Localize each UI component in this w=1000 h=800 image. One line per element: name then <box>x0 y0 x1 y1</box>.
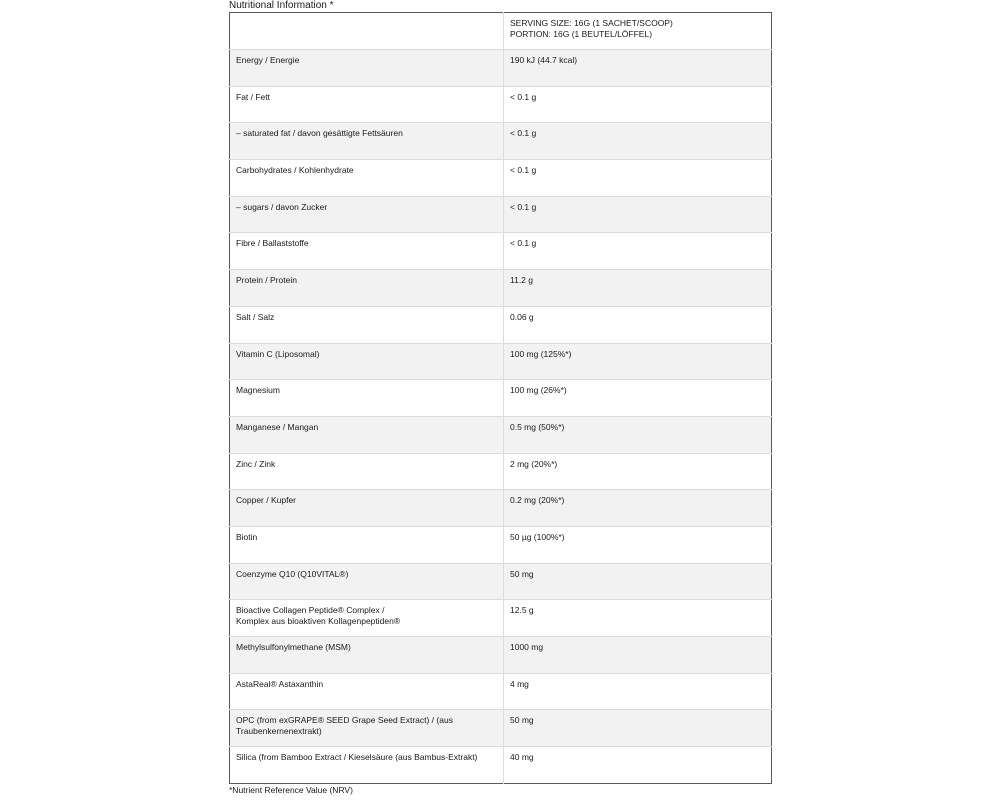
nutrient-name: Salt / Salz <box>230 306 504 343</box>
nutrient-name: Methylsulfonylmethane (MSM) <box>230 637 504 674</box>
serving-size-label: SERVING SIZE: 16G (1 SACHET/SCOOP) <box>510 18 673 28</box>
nutrient-value: 50 mg <box>504 710 772 747</box>
nutrient-name: Biotin <box>230 526 504 563</box>
header-empty-cell <box>230 13 504 50</box>
nutrient-value: < 0.1 g <box>504 86 772 123</box>
nutrient-name: Protein / Protein <box>230 270 504 307</box>
nutrient-value: 100 mg (26%*) <box>504 380 772 417</box>
nutrient-value: 190 kJ (44.7 kcal) <box>504 50 772 87</box>
nutrient-value: 4 mg <box>504 673 772 710</box>
table-row <box>230 306 772 343</box>
table-row <box>230 380 772 417</box>
table-row <box>230 196 772 233</box>
nutrient-value: 2 mg (20%*) <box>504 453 772 490</box>
nutrient-name: Zinc / Zink <box>230 453 504 490</box>
table-header-row <box>230 13 772 50</box>
table-row <box>230 563 772 600</box>
nutrient-name: Silica (from Bamboo Extract / Kieselsäure (aus Bambus-Extrakt) <box>230 747 504 784</box>
table-row <box>230 453 772 490</box>
nutrient-value: 1000 mg <box>504 637 772 674</box>
table-row <box>230 50 772 87</box>
nutrition-table <box>229 12 772 784</box>
nutrient-value: 0.06 g <box>504 306 772 343</box>
nutrient-name: OPC (from exGRAPE® SEED Grape Seed Extract) / (aus Traubenkernenextrakt) <box>230 710 504 747</box>
nutrient-name: Magnesium <box>230 380 504 417</box>
nutrient-value: 0.2 mg (20%*) <box>504 490 772 527</box>
nutrient-value: < 0.1 g <box>504 196 772 233</box>
table-row <box>230 710 772 747</box>
footnote: *Nutrient Reference Value (NRV) <box>229 785 353 795</box>
table-row <box>230 270 772 307</box>
nutrient-name: Copper / Kupfer <box>230 490 504 527</box>
nutrient-name: Carbohydrates / Kohlenhydrate <box>230 160 504 197</box>
table-row <box>230 673 772 710</box>
table-caption: Nutritional Information * <box>229 0 334 11</box>
table-row <box>230 123 772 160</box>
nutrient-value: 11.2 g <box>504 270 772 307</box>
nutrient-name: Vitamin C (Liposomal) <box>230 343 504 380</box>
nutrient-name: – saturated fat / davon gesättigte Fettsäuren <box>230 123 504 160</box>
table-row <box>230 86 772 123</box>
nutrient-value: 0.5 mg (50%*) <box>504 416 772 453</box>
table-row <box>230 233 772 270</box>
table-row <box>230 747 772 784</box>
table-row <box>230 343 772 380</box>
table-row <box>230 600 772 637</box>
table-row <box>230 416 772 453</box>
table-row <box>230 160 772 197</box>
nutrient-name: Fibre / Ballaststoffe <box>230 233 504 270</box>
nutrient-name: Coenzyme Q10 (Q10VITAL®) <box>230 563 504 600</box>
nutrient-value: 40 mg <box>504 747 772 784</box>
table-row <box>230 637 772 674</box>
nutrient-value: 100 mg (125%*) <box>504 343 772 380</box>
nutrient-value: 12.5 g <box>504 600 772 637</box>
nutrient-name: Bioactive Collagen Peptide® Complex / Komplex aus bioaktiven Kollagenpeptiden® <box>230 600 504 637</box>
table-row <box>230 490 772 527</box>
nutrient-name: Energy / Energie <box>230 50 504 87</box>
nutrient-value: 50 µg (100%*) <box>504 526 772 563</box>
nutrition-panel <box>229 0 771 784</box>
nutrient-value: 50 mg <box>504 563 772 600</box>
nutrient-name: – sugars / davon Zucker <box>230 196 504 233</box>
nutrient-name: AstaReal® Astaxanthin <box>230 673 504 710</box>
portion-label: PORTION: 16G (1 BEUTEL/LÖFFEL) <box>510 29 653 39</box>
serving-size-cell <box>504 13 772 50</box>
table-row <box>230 526 772 563</box>
nutrient-value: < 0.1 g <box>504 160 772 197</box>
nutrient-name: Fat / Fett <box>230 86 504 123</box>
nutrient-name: Manganese / Mangan <box>230 416 504 453</box>
nutrient-value: < 0.1 g <box>504 233 772 270</box>
nutrient-value: < 0.1 g <box>504 123 772 160</box>
